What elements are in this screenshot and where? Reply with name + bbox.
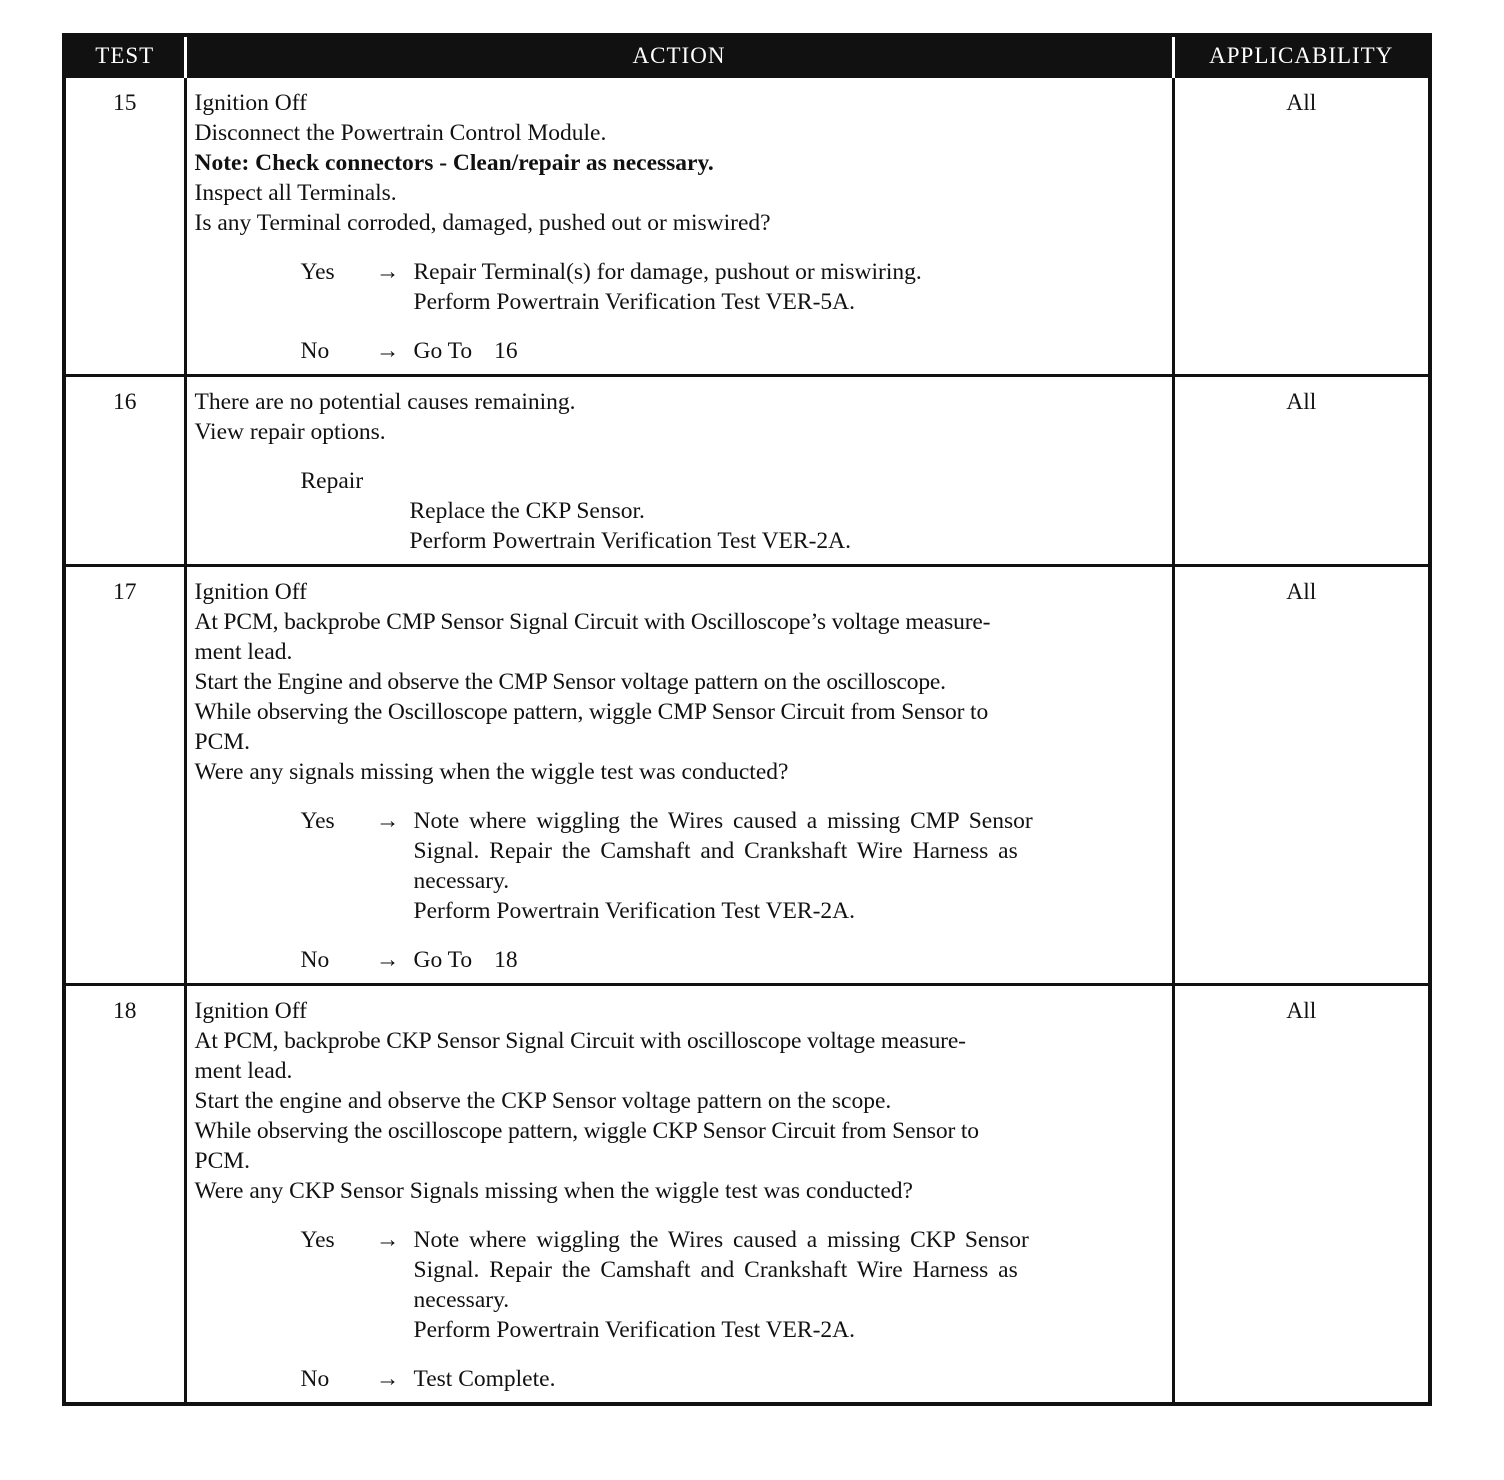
yes-label: Yes [300,259,335,285]
step-text: PCM. [194,1148,251,1174]
table-row-test-17 [64,566,1430,985]
applicability-value: All [1173,566,1430,985]
yes-outcome [195,806,1166,926]
step-text: There are no potential causes remaining. [194,389,576,415]
repair-label: Repair [300,468,364,494]
step-text: ment lead. [194,1058,293,1084]
yes-result-text: Perform Powertrain Verification Test VER-2A. [413,898,856,924]
arrow-icon: → [375,338,400,364]
yes-result-text: necessary. [413,868,510,894]
step-text: Disconnect the Powertrain Control Module. [194,120,607,146]
no-outcome [195,1364,1166,1394]
test-number: 16 [64,376,185,566]
no-outcome [195,336,1166,366]
action-cell [185,77,1173,376]
no-result-text: Go To [413,947,473,973]
yes-result-text: necessary. [413,1287,510,1313]
header-action: ACTION [185,35,1173,77]
action-cell [185,566,1173,985]
table-row-test-16 [64,376,1430,566]
step-text: ment lead. [194,639,293,665]
step-text: At PCM, backprobe CKP Sensor Signal Circuit with oscilloscope voltage measure- [194,1028,966,1054]
table-header-row [64,35,1430,77]
header-test: TEST [64,35,185,77]
repair-text: Perform Powertrain Verification Test VER-2A. [409,528,852,554]
yes-result-text: Repair Terminal(s) for damage, pushout or miswiring. [413,259,922,285]
test-number: 17 [64,566,185,985]
arrow-icon: → [375,947,400,973]
no-outcome [195,945,1166,975]
question-text: Is any Terminal corroded, damaged, pushed out or miswired? [194,210,771,236]
step-text: Start the engine and observe the CKP Sensor voltage pattern on the scope. [194,1088,892,1114]
diagnostic-test-table [62,33,1432,1406]
yes-result-text: Perform Powertrain Verification Test VER-2A. [413,1317,856,1343]
applicability-value: All [1173,376,1430,566]
step-text: While observing the Oscilloscope pattern, wiggle CMP Sensor Circuit from Sensor to [194,699,989,725]
step-text: At PCM, backprobe CMP Sensor Signal Circuit with Oscilloscope’s voltage measure- [194,609,991,635]
yes-result-text: Note where wiggling the Wires caused a missing CKP Sensor [413,1227,1029,1253]
test-number: 15 [64,77,185,376]
repair-options [195,466,1166,556]
no-result-text: Test Complete. [413,1366,556,1392]
yes-result-text: Signal. Repair the Camshaft and Crankshaft Wire Harness as [413,1257,1018,1283]
note-text: Note: Check connectors - Clean/repair as necessary. [194,150,714,176]
arrow-icon: → [375,259,400,285]
yes-outcome [195,257,1166,317]
test-number: 18 [64,985,185,1405]
table-row-test-18 [64,985,1430,1405]
header-applicability: APPLICABILITY [1173,35,1430,77]
yes-outcome [195,1225,1166,1345]
arrow-icon: → [375,1227,400,1253]
yes-result-text: Note where wiggling the Wires caused a missing CMP Sensor [413,808,1033,834]
step-text: Start the Engine and observe the CMP Sensor voltage pattern on the oscilloscope. [194,669,946,695]
step-text: Ignition Off [194,90,307,116]
arrow-icon: → [375,1366,400,1392]
yes-result-text: Signal. Repair the Camshaft and Crankshaft Wire Harness as [413,838,1018,864]
yes-label: Yes [300,1227,335,1253]
repair-text: Replace the CKP Sensor. [409,498,645,524]
action-cell [185,985,1173,1405]
arrow-icon: → [375,808,400,834]
question-text: Were any signals missing when the wiggle test was conducted? [194,759,789,785]
applicability-value: All [1173,985,1430,1405]
no-label: No [300,1366,330,1392]
action-cell [185,376,1173,566]
step-text: Ignition Off [194,579,307,605]
yes-label: Yes [300,808,335,834]
step-text: View repair options. [194,419,386,445]
goto-test-number: 18 [494,947,518,973]
no-label: No [300,338,330,364]
step-text: Inspect all Terminals. [194,180,397,206]
no-label: No [300,947,330,973]
step-text: While observing the oscilloscope pattern, wiggle CKP Sensor Circuit from Sensor to [194,1118,979,1144]
applicability-value: All [1173,77,1430,376]
question-text: Were any CKP Sensor Signals missing when the wiggle test was conducted? [194,1178,913,1204]
no-result-text: Go To [413,338,473,364]
yes-result-text: Perform Powertrain Verification Test VER-5A. [413,289,856,315]
goto-test-number: 16 [494,338,518,364]
step-text: PCM. [194,729,251,755]
step-text: Ignition Off [194,998,307,1024]
table-row-test-15 [64,77,1430,376]
